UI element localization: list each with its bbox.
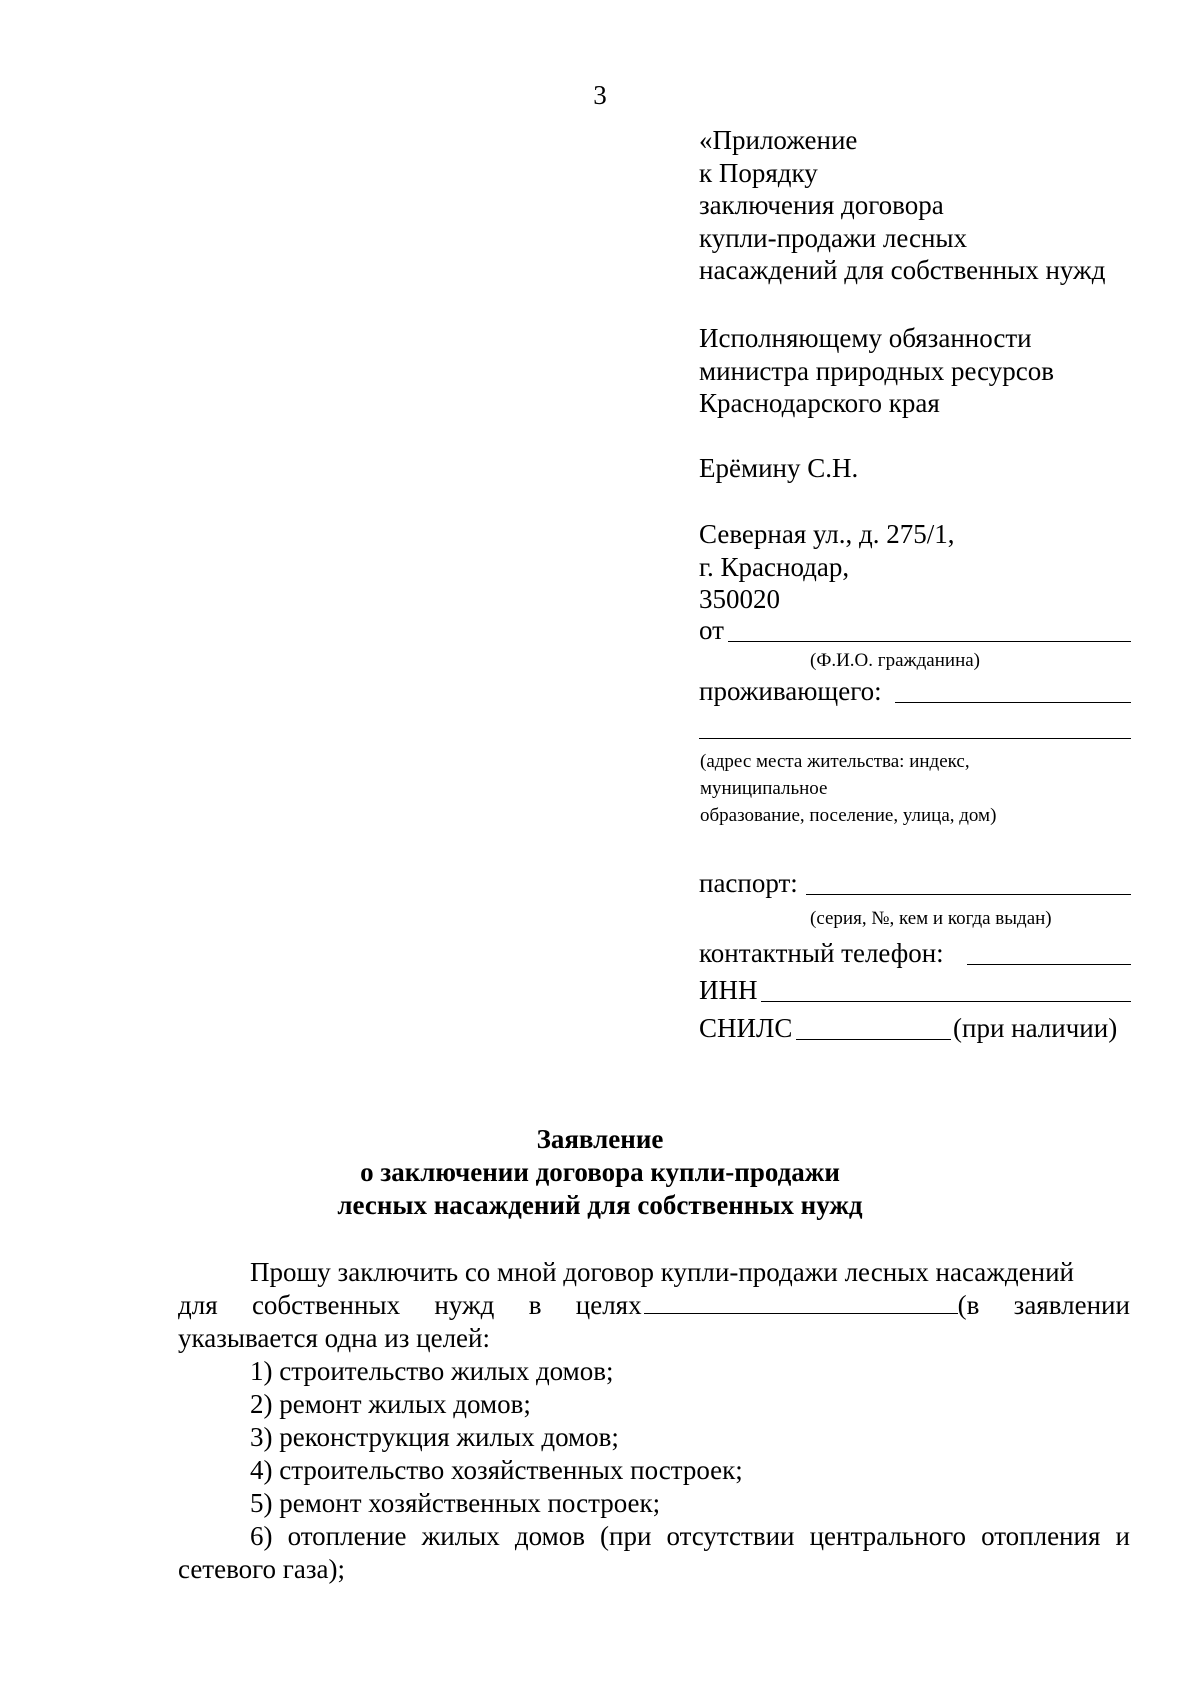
addressee-name-text: Ерёмину С.Н. [699, 453, 859, 483]
body-word: заявлении [1013, 1290, 1130, 1320]
passport-fill-line[interactable] [806, 894, 1131, 895]
inn-field [699, 974, 1131, 1006]
appendix-header-line: насаждений для собственных нужд [699, 255, 1106, 285]
from-label: от [699, 615, 724, 645]
statement-title [0, 1123, 1200, 1222]
title-line: Заявление [536, 1124, 664, 1154]
purpose-fill-line[interactable] [644, 1287, 958, 1314]
residing-label: проживающего: [699, 676, 882, 706]
inn-fill-line[interactable] [761, 1001, 1131, 1002]
body-word: (в [957, 1290, 980, 1320]
address-line: г. Краснодар, [699, 551, 850, 582]
purpose-item: 2) ремонт жилых домов; [250, 1389, 531, 1419]
addressee-name [699, 452, 1129, 485]
body-word: отопления [981, 1521, 1101, 1551]
passport-label: паспорт: [699, 868, 798, 898]
residing-field [699, 675, 1131, 707]
purpose-item-6 [250, 1520, 1130, 1553]
snils-field [699, 1012, 1131, 1044]
page-number: 3 [593, 80, 607, 110]
appendix-header-line: к Порядку [699, 157, 818, 188]
address-line: 350020 [699, 584, 780, 614]
residence-caption-line: образование, поселение, улица, дом) [700, 805, 997, 826]
body-word: (при [600, 1521, 652, 1551]
purpose-item: 4) строительство хозяйственных построек; [250, 1455, 743, 1485]
residence-fill-line[interactable] [699, 738, 1131, 739]
body-word: собственных [251, 1290, 401, 1320]
body-third-line: указывается одна из целей: [178, 1323, 490, 1353]
addressee-line: Краснодарского края [699, 388, 940, 418]
addressee-line: министра природных ресурсов [699, 355, 1054, 386]
address-line: Северная ул., д. 275/1, [699, 519, 955, 549]
appendix-header-line: «Приложение [699, 125, 858, 155]
appendix-header-line: заключения договора [699, 190, 944, 220]
snils-label: СНИЛС [699, 1013, 793, 1043]
snils-fill-line[interactable] [796, 1039, 951, 1040]
residence-caption-line: муниципальное [700, 778, 828, 799]
body-word: в [528, 1290, 542, 1320]
snils-suffix: (при наличии) [953, 1013, 1118, 1043]
from-fill-line[interactable] [728, 641, 1131, 642]
addressee-line: Исполняющему обязанности [699, 323, 1032, 353]
purpose-item: 5) ремонт хозяйственных построек; [250, 1488, 661, 1518]
body-word: центрального [809, 1521, 966, 1551]
addressee-block [699, 322, 1129, 420]
body-word: для [178, 1290, 218, 1320]
from-caption: (Ф.И.О. гражданина) [810, 650, 980, 671]
address-block [699, 518, 1129, 616]
purpose-item: 1) строительство жилых домов; [250, 1356, 614, 1386]
title-line: лесных насаждений для собственных нужд [337, 1190, 863, 1220]
purpose-item: 3) реконструкция жилых домов; [250, 1422, 619, 1452]
body-word: отопление [287, 1521, 407, 1551]
body-purpose-line [178, 1289, 1130, 1322]
appendix-header [699, 124, 1129, 287]
title-line: о заключении договора купли-продажи [360, 1157, 840, 1187]
from-field [699, 614, 1131, 646]
body-word: нужд [434, 1290, 495, 1320]
passport-caption: (серия, №, кем и когда выдан) [810, 908, 1052, 929]
residence-caption-line: (адрес места жительства: индекс, [700, 751, 970, 772]
inn-label: ИНН [699, 975, 758, 1005]
residence-second-line [699, 711, 1131, 743]
body-word: 6) [250, 1521, 273, 1551]
purpose-item-6-continuation: сетевого газа); [178, 1554, 345, 1584]
appendix-header-line: купли-продажи лесных [699, 222, 968, 253]
phone-label: контактный телефон: [699, 938, 944, 968]
residing-fill-line[interactable] [895, 702, 1131, 703]
body-word: домов [514, 1521, 585, 1551]
body-word: отсутствии [666, 1521, 795, 1551]
body-word: и [1115, 1521, 1130, 1551]
phone-fill-line[interactable] [967, 964, 1131, 965]
body-word: жилых [421, 1521, 500, 1551]
passport-field [699, 867, 1131, 899]
purpose-word-with-blank [576, 1287, 980, 1322]
phone-field [699, 937, 1131, 969]
body-first-line: Прошу заключить со мной договор купли-продажи лесных насаждений [250, 1257, 1074, 1287]
body-word: целях [575, 1290, 642, 1320]
